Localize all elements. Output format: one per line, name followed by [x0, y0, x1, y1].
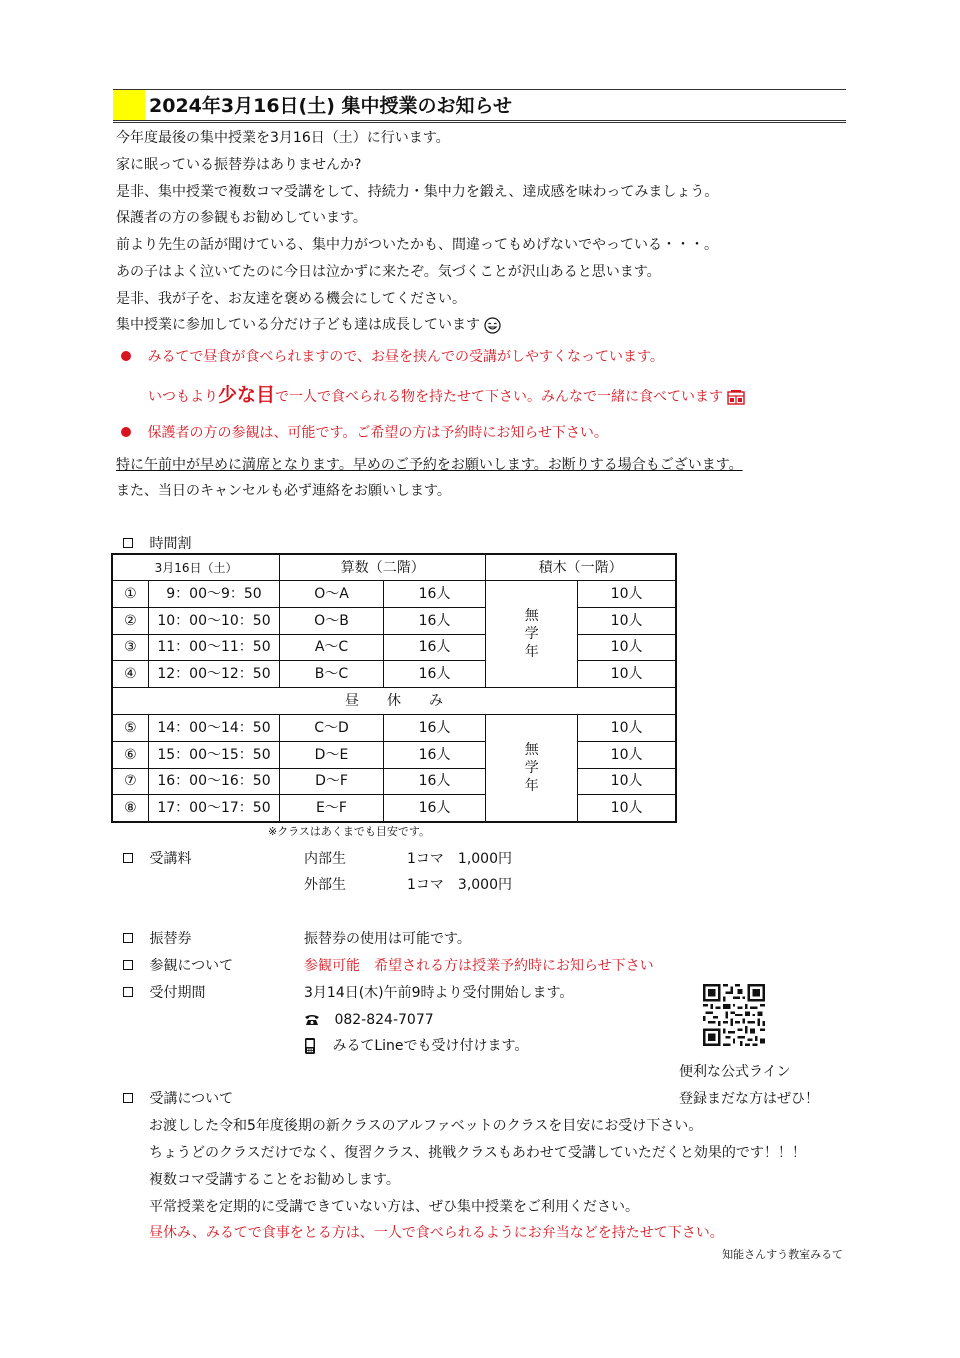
title-bar — [113, 89, 846, 123]
class-note: ※クラスはあくまでも目安です。 — [268, 825, 431, 838]
qr-caption-2: 登録まだな方はぜひ！ — [679, 1091, 819, 1107]
observe-notice-text: 保護者の方の参観は、可能です。ご希望の方は予約時にお知らせ下さい。 — [147, 425, 608, 441]
math-capacity: 16人 — [383, 741, 486, 768]
period-number: ⑧ — [112, 795, 148, 822]
block-capacity: 10人 — [578, 634, 676, 661]
math-capacity: 16人 — [383, 607, 486, 634]
qr-caption-1: 便利な公式ライン — [679, 1064, 791, 1080]
bento-icon — [727, 389, 745, 405]
fees-label-text: 受講料 — [149, 851, 192, 867]
blocks-header: 積木（一階） — [486, 554, 676, 581]
block-capacity: 10人 — [578, 741, 676, 768]
lunch-break: 昼 休 み — [112, 688, 676, 715]
table-row — [112, 714, 676, 741]
table-row — [112, 581, 676, 608]
math-capacity: 16人 — [383, 714, 486, 741]
period-number: ⑤ — [112, 714, 148, 741]
attendance-line: ちょうどのクラスだけでなく、復習クラス、挑戦クラスもあわせて受講していただくと効果的です！！！ — [149, 1145, 806, 1161]
fees-label — [123, 850, 191, 868]
block-capacity: 10人 — [578, 581, 676, 608]
math-capacity: 16人 — [383, 768, 486, 795]
lunch-portion-pre: いつもより — [148, 389, 218, 405]
intro-line: 家に眠っている振替券はありませんか? — [116, 157, 362, 173]
period-class: B～C — [280, 661, 384, 688]
period-time: 9：00～9：50 — [148, 581, 279, 608]
intro-line-with-smile — [116, 316, 501, 334]
period-number: ⑥ — [112, 741, 148, 768]
bullet-icon — [121, 427, 131, 437]
math-capacity: 16人 — [383, 581, 486, 608]
table-row — [112, 768, 676, 795]
smile-icon — [484, 317, 501, 334]
cancel-note: また、当日のキャンセルも必ず連絡をお願いします。 — [116, 483, 451, 499]
grade-label: 無学年 — [524, 608, 539, 661]
checkbox-icon — [123, 987, 133, 997]
table-row — [112, 661, 676, 688]
math-capacity: 16人 — [383, 795, 486, 822]
date-header: 3月16日（土） — [112, 554, 280, 581]
intro-line: 今年度最後の集中授業を3月16日（土）に行います。 — [116, 130, 450, 146]
period-class: C～D — [280, 714, 384, 741]
period-number: ① — [112, 581, 148, 608]
mobile-icon — [304, 1037, 316, 1055]
timetable-heading — [123, 535, 191, 553]
block-capacity: 10人 — [578, 795, 676, 822]
block-capacity: 10人 — [578, 661, 676, 688]
block-capacity: 10人 — [578, 607, 676, 634]
observation-label — [123, 957, 233, 975]
voucher-label — [123, 930, 191, 948]
external-label: 外部生 — [304, 877, 346, 893]
block-capacity: 10人 — [578, 714, 676, 741]
grade-label: 無学年 — [524, 742, 539, 795]
period-number: ② — [112, 607, 148, 634]
lunch-portion-post: で一人で食べられる物を持たせて下さい。みんなで一緒に食べています — [275, 389, 724, 405]
period-time: 16：00～16：50 — [148, 768, 279, 795]
math-capacity: 16人 — [383, 661, 486, 688]
lunch-portion-emphasis: 少な目 — [218, 384, 276, 406]
observation-label-text: 参観について — [149, 958, 234, 974]
voucher-text: 振替券の使用は可能です。 — [304, 931, 471, 947]
period-class: O～A — [280, 581, 384, 608]
reserve-note: 特に午前中が早めに満席となります。早めのご予約をお願いします。お断りする場合もございます。 — [116, 457, 743, 473]
table-row — [112, 795, 676, 822]
intro-line: 保護者の方の参観もお勧めしています。 — [116, 210, 367, 226]
intro-line: 是非、我が子を、お友達を褒める機会にしてください。 — [116, 291, 466, 307]
external-price: 1コマ 3,000円 — [407, 877, 512, 893]
attendance-line: 平常授業を定期的に受講できていない方は、ぜひ集中授業をご利用ください。 — [149, 1199, 639, 1215]
page-title: 2024年3月16日(土) 集中授業のお知らせ — [149, 95, 512, 117]
internal-label: 内部生 — [304, 851, 346, 867]
period-class: O～B — [280, 607, 384, 634]
phone-icon — [304, 1014, 320, 1026]
internal-price: 1コマ 1,000円 — [407, 851, 512, 867]
voucher-label-text: 振替券 — [149, 931, 192, 947]
lunch-break-row — [112, 688, 676, 715]
intro-line: あの子はよく泣いてたのに今日は泣かずに来たぞ。気づくことが沢山あると思います。 — [116, 264, 661, 280]
table-row — [112, 741, 676, 768]
attendance-label — [123, 1090, 233, 1108]
period-number: ⑦ — [112, 768, 148, 795]
grade-cell-morning — [486, 581, 578, 688]
table-row — [112, 634, 676, 661]
checkbox-icon — [123, 538, 133, 548]
title-marker — [113, 90, 145, 120]
lunch-notice — [121, 348, 664, 366]
period-class: E～F — [280, 795, 384, 822]
checkbox-icon — [123, 853, 133, 863]
intro-line: 是非、集中授業で複数コマ受講をして、持続力・集中力を鍛え、達成感を味わってみましょう。 — [116, 184, 719, 200]
observation-text: 参観可能 希望される方は授業予約時にお知らせ下さい — [304, 958, 654, 974]
timetable-heading-text: 時間割 — [149, 536, 192, 552]
title-top-rule — [113, 89, 846, 90]
observe-notice — [121, 424, 608, 442]
intro-line: 集中授業に参加している分だけ子ども達は成長しています — [116, 317, 480, 333]
block-capacity: 10人 — [578, 768, 676, 795]
phone-number[interactable]: 082-824-7077 — [334, 1012, 434, 1028]
period-time: 15：00～15：50 — [148, 741, 279, 768]
period-time: 10：00～10：50 — [148, 607, 279, 634]
line-note — [304, 1037, 528, 1055]
attendance-line: 複数コマ受講することをお勧めします。 — [149, 1172, 400, 1188]
bullet-icon — [121, 351, 131, 361]
table-header-row — [112, 554, 676, 581]
period-class: D～E — [280, 741, 384, 768]
reception-label-text: 受付期間 — [149, 985, 206, 1001]
period-class: A～C — [280, 634, 384, 661]
table-row — [112, 607, 676, 634]
math-capacity: 16人 — [383, 634, 486, 661]
math-header: 算数（二階） — [280, 554, 486, 581]
period-time: 11：00～11：50 — [148, 634, 279, 661]
timetable — [111, 553, 677, 823]
lunch-notice-text: みるてで昼食が食べられますので、お昼を挟んでの受講がしやすくなっています。 — [147, 349, 664, 365]
period-time: 12：00～12：50 — [148, 661, 279, 688]
reception-label — [123, 984, 205, 1002]
period-number: ③ — [112, 634, 148, 661]
footer-school-name: 知能さんすう教室みるて — [722, 1248, 843, 1261]
period-number: ④ — [112, 661, 148, 688]
grade-cell-afternoon — [486, 714, 578, 822]
period-time: 17：00～17：50 — [148, 795, 279, 822]
attendance-red-line: 昼休み、みるてで食事をとる方は、一人で食べられるようにお弁当などを持たせて下さい。 — [149, 1225, 724, 1241]
attendance-label-text: 受講について — [149, 1091, 234, 1107]
phone-line — [304, 1011, 434, 1029]
period-time: 14：00～14：50 — [148, 714, 279, 741]
reception-text: 3月14日(木)午前9時より受付開始します。 — [304, 985, 574, 1001]
line-note-text: みるてLineでも受け付けます。 — [332, 1038, 529, 1054]
period-class: D～F — [280, 768, 384, 795]
checkbox-icon — [123, 933, 133, 943]
checkbox-icon — [123, 960, 133, 970]
checkbox-icon — [123, 1093, 133, 1103]
lunch-portion-notice — [148, 382, 745, 410]
intro-line: 前より先生の話が聞けている、集中力がついたかも、間違ってもめげないでやっている・・・。 — [116, 237, 718, 253]
attendance-line: お渡しした令和5年度後期の新クラスのアルファベットのクラスを目安にお受け下さい。 — [149, 1118, 703, 1134]
title-bottom-rule — [113, 120, 846, 123]
qr-code-icon[interactable] — [702, 984, 766, 1046]
